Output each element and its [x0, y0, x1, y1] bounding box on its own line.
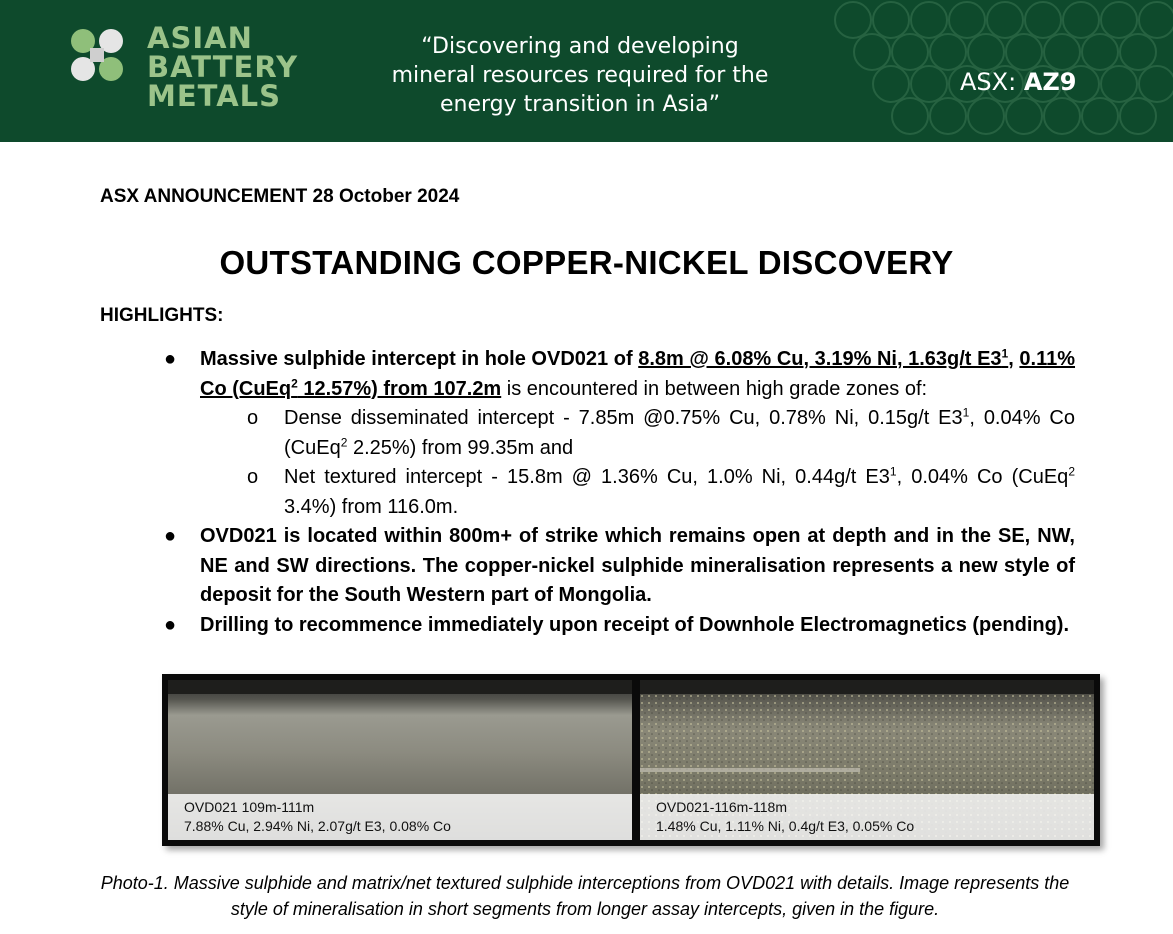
bullet1-tail: is encountered in between high grade zones of: — [501, 377, 928, 400]
page-title: OUTSTANDING COPPER-NICKEL DISCOVERY — [219, 244, 954, 281]
asx-ticker — [960, 68, 1077, 96]
ticker-code: AZ9 — [1023, 68, 1077, 96]
photo-caption: Photo-1. Massive sulphide and matrix/net textured sulphide interceptions from OVD021 with details. Image represents the style of mineralisation in short segments from longer assay intercepts, given in the figure. — [100, 873, 1070, 919]
logo-line-2: BATTERY — [147, 50, 299, 84]
company-logo-text — [147, 21, 299, 113]
hollow-circle-bullet-icon: o — [247, 407, 259, 429]
core-left-assay: 7.88% Cu, 2.94% Ni, 2.07g/t E3, 0.08% Co — [184, 818, 451, 834]
logo-line-1: ASIAN — [147, 21, 253, 55]
sub-bullet-net-textured: o Net textured intercept - 15.8m @ 1.36% Cu, 1.0% Ni, 0.44g/t $E3^1$, 0.04% Co (CuEq$^2$ 3.4%) from 116.0m. — [247, 464, 1075, 518]
core-sample-left — [168, 680, 632, 840]
core-left-interval: OVD021 109m-111m — [184, 799, 315, 815]
bullet-dot-icon: ● — [164, 613, 177, 636]
ticker-prefix: ASX: — [960, 68, 1024, 96]
highlight-bullet-1 — [160, 345, 1075, 522]
bullet3-text: Drilling to recommence immediately upon receipt of Downhole Electromagnetics (pending). — [200, 613, 1070, 636]
highlight-bullet-2 — [160, 522, 1075, 611]
sub-bullet-dense: o Dense disseminated intercept - 7.85m @0.75% Cu, 0.78% Ni, 0.15g/t $E3^1$, 0.04% Co (CuEq$^2$ 2.25%) from 99.35m and — [247, 405, 1075, 459]
core-right-assay: 1.48% Cu, 1.11% Ni, 0.4g/t E3, 0.05% Co — [656, 818, 915, 834]
bullet-dot-icon: ● — [164, 525, 177, 547]
bullet2-text: OVD021 is located within 800m+ of strike which remains open at depth and in the SE, NW, NE and SW directions. The copper-nickel sulphide mineralisation represents a new style of deposit for the South Western part of Mongolia. — [200, 525, 1075, 606]
announcement-date: ASX ANNOUNCEMENT 28 October 2024 — [100, 186, 460, 207]
highlight-bullet-3 — [160, 611, 1075, 641]
core-right-interval: OVD021-116m-118m — [656, 799, 787, 815]
tagline-line-2: mineral resources required for the — [391, 63, 769, 88]
core-label-right — [640, 794, 1094, 840]
bullet1-intercept-part2: 0.11% Co (CuEq$^2$ 12.57%) from 107.2m — [200, 348, 1076, 400]
core-label-left — [168, 794, 632, 840]
company-tagline — [370, 32, 790, 119]
bullet1-lead: Massive sulphide intercept in hole OVD021 of — [200, 348, 639, 370]
tagline-line-3: energy transition in Asia” — [439, 92, 720, 117]
header-banner — [0, 0, 1173, 142]
core-photo — [162, 674, 1100, 846]
four-circles-logo-icon — [68, 26, 126, 84]
bullet1-intercept-part1: 8.8m @ 6.08% Cu, 3.19% Ni, 1.63g/t $E3^1$, — [638, 346, 1014, 370]
tagline-line-1: “Discovering and developing — [421, 34, 739, 59]
highlights-heading: HIGHLIGHTS: — [100, 305, 224, 326]
logo-line-3: METALS — [147, 79, 282, 113]
core-sample-right — [640, 680, 1094, 840]
bullet-dot-icon: ● — [164, 348, 177, 370]
highlights-list — [160, 345, 1075, 640]
hollow-circle-bullet-icon: o — [247, 466, 259, 488]
